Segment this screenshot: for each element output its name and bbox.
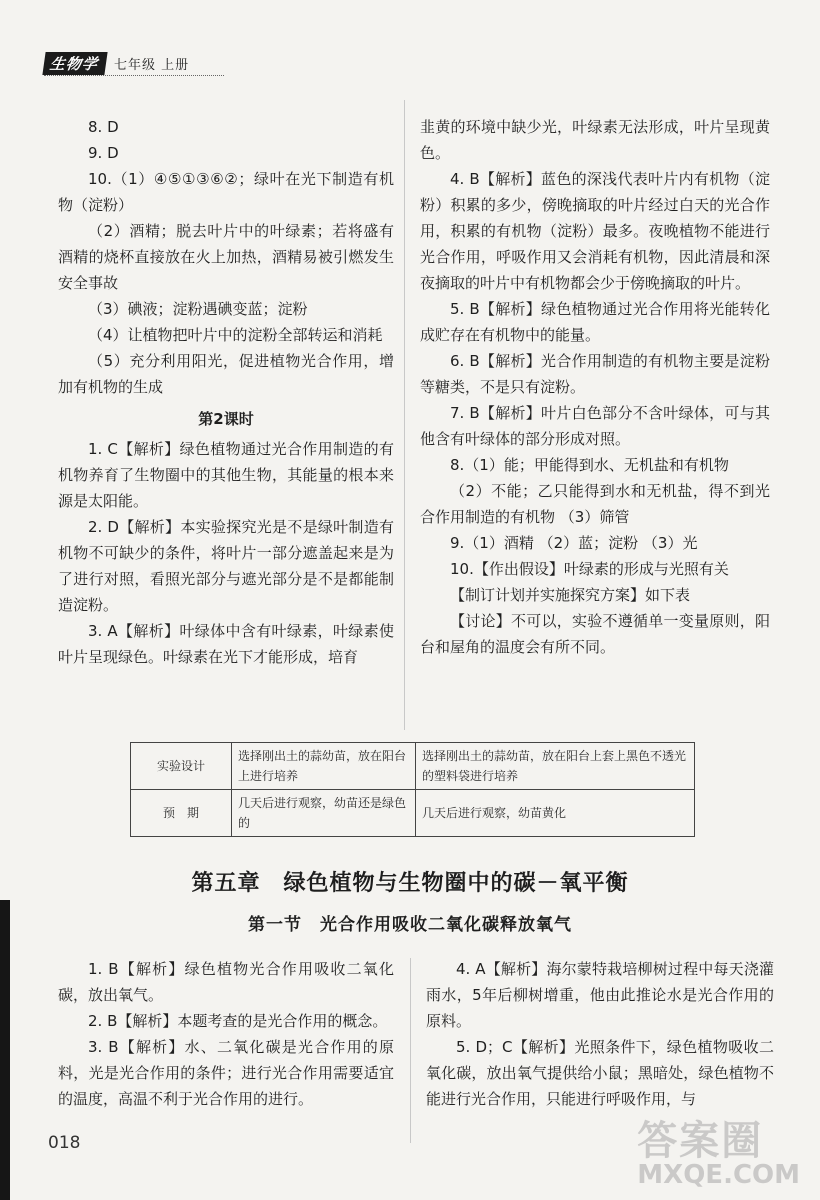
table-row [131, 790, 695, 837]
table-cell: 几天后进行观察，幼苗黄化 [415, 790, 694, 837]
answer-item: 【制订计划并实施探究方案】如下表 [450, 586, 691, 604]
lesson-title: 第2课时 [198, 410, 254, 428]
upper-left-column [58, 114, 394, 670]
answer-item: 10.【作出假设】叶绿素的形成与光照有关 [450, 560, 729, 578]
answer-item: 10.（1）④⑤①③⑥②；绿叶在光下制造有机物（淀粉） [58, 170, 394, 214]
answer-item: （2）不能；乙只能得到水和无机盐，得不到光合作用制造的有机物 （3）筛管 [420, 482, 770, 526]
answer-item: 4. A【解析】海尔蒙特栽培柳树过程中每天浇灌雨水，5年后柳树增重，他由此推论水是光合作用的原料。 [426, 960, 774, 1030]
table-row-header: 预 期 [131, 790, 232, 837]
watermark-logo-text: 答案圈 [637, 1118, 764, 1164]
answer-item: 1. B【解析】绿色植物光合作用吸收二氧化碳，放出氧气。 [58, 960, 394, 1004]
table-cell: 选择刚出土的蒜幼苗，放在阳台上套上黑色不透光的塑料袋进行培养 [415, 743, 694, 790]
answer-item: （2）酒精；脱去叶片中的叶绿素；若将盛有酒精的烧杯直接放在火上加热，酒精易被引燃发生安全事故 [58, 222, 394, 292]
table-row [131, 743, 695, 790]
answer-item: （4）让植物把叶片中的淀粉全部转运和消耗 [88, 326, 383, 344]
table-row-header: 实验设计 [131, 743, 232, 790]
table-cell: 选择刚出土的蒜幼苗，放在阳台上进行培养 [232, 743, 416, 790]
column-divider [410, 958, 411, 1143]
answer-item: 4. B【解析】蓝色的深浅代表叶片内有机物（淀粉）积累的多少，傍晚摘取的叶片经过白天的光合作用，积累的有机物（淀粉）最多。夜晚植物不能进行光合作用，呼吸作用又会消耗有机物，因此清晨和深夜摘取的叶片中有机物都会少于傍晚摘取的叶片。 [420, 170, 770, 292]
header-rule [44, 75, 224, 76]
watermark-url: MXQE.COM [637, 1160, 800, 1190]
running-header [44, 52, 189, 74]
page-edge-bar [0, 900, 10, 1200]
book-logo: 生物学 [42, 52, 107, 75]
experiment-table [130, 742, 695, 837]
lower-right-column [426, 956, 774, 1112]
answer-item: 2. D【解析】本实验探究光是不是绿叶制造有机物不可缺少的条件，将叶片一部分遮盖起来是为了进行对照，看照光部分与遮光部分是不是都能制造淀粉。 [58, 518, 394, 614]
lower-left-column [58, 956, 394, 1112]
answer-item: 3. A【解析】叶绿体中含有叶绿素，叶绿素使叶片呈现绿色。叶绿素在光下才能形成，培育 [58, 622, 394, 666]
upper-right-column [420, 114, 770, 660]
answer-item: 9. D [88, 144, 119, 162]
column-divider [404, 100, 405, 730]
answer-item: 【讨论】不可以，实验不遵循单一变量原则，阳台和屋角的温度会有所不同。 [420, 612, 770, 656]
answer-item: 5. B【解析】绿色植物通过光合作用将光能转化成贮存在有机物中的能量。 [420, 300, 770, 344]
answer-item: 2. B【解析】本题考查的是光合作用的概念。 [88, 1012, 388, 1030]
table-cell: 几天后进行观察，幼苗还是绿色的 [232, 790, 416, 837]
site-watermark [637, 1109, 800, 1190]
answer-continuation: 韭黄的环境中缺少光，叶绿素无法形成，叶片呈现黄色。 [420, 118, 770, 162]
chapter-title: 第五章 绿色植物与生物圈中的碳－氧平衡 [191, 871, 629, 896]
answer-item: 6. B【解析】光合作用制造的有机物主要是淀粉等糖类，不是只有淀粉。 [420, 352, 770, 396]
page-number: 018 [48, 1133, 81, 1153]
answer-item: 5. D；C【解析】光照条件下，绿色植物吸收二氧化碳，放出氧气提供给小鼠；黑暗处，绿色植物不能进行光合作用，只能进行呼吸作用，与 [426, 1038, 774, 1108]
header-subtitle: 七年级 上册 [114, 57, 190, 73]
section-title: 第一节 光合作用吸收二氧化碳释放氧气 [248, 915, 572, 935]
answer-item: 9.（1）酒精 （2）蓝；淀粉 （3）光 [450, 534, 698, 552]
answer-item: （5）充分利用阳光，促进植物光合作用，增加有机物的生成 [58, 352, 394, 396]
answer-item: 1. C【解析】绿色植物通过光合作用制造的有机物养育了生物圈中的其他生物，其能量的根本来源是太阳能。 [58, 440, 394, 510]
answer-item: 3. B【解析】水、二氧化碳是光合作用的原料，光是光合作用的条件；进行光合作用需要适宜的温度，高温不利于光合作用的进行。 [58, 1038, 394, 1108]
answer-item: 8. D [88, 118, 119, 136]
answer-item: 8.（1）能；甲能得到水、无机盐和有机物 [450, 456, 729, 474]
answer-item: 7. B【解析】叶片白色部分不含叶绿体，可与其他含有叶绿体的部分形成对照。 [420, 404, 770, 448]
answer-item: （3）碘液；淀粉遇碘变蓝；淀粉 [88, 300, 308, 318]
